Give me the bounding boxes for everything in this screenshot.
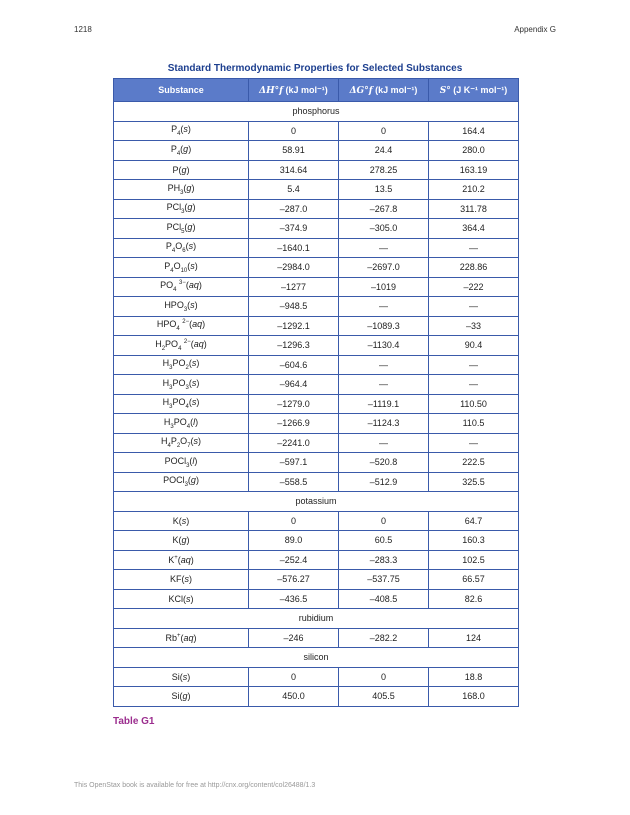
entropy-cell: 64.7 <box>429 511 519 531</box>
entropy-cell: 124 <box>429 628 519 648</box>
enthalpy-cell: –558.5 <box>249 472 339 492</box>
entropy-cell: 102.5 <box>429 550 519 570</box>
gibbs-cell: –2697.0 <box>339 258 429 278</box>
entropy-cell: 168.0 <box>429 687 519 707</box>
entropy-cell: — <box>429 355 519 375</box>
entropy-cell: 160.3 <box>429 531 519 551</box>
table-row <box>114 570 519 590</box>
substance-cell: K(g) <box>114 531 249 551</box>
substance-cell: Si(s) <box>114 667 249 687</box>
substance-cell: K(s) <box>114 511 249 531</box>
table-header-row <box>114 79 519 102</box>
gibbs-cell: –1119.1 <box>339 394 429 414</box>
entropy-cell: 66.57 <box>429 570 519 590</box>
table-row <box>114 316 519 336</box>
gibbs-cell: –1089.3 <box>339 316 429 336</box>
table-row <box>114 589 519 609</box>
substance-cell: $PO_4$ $^{3-}$(aq) <box>114 277 249 297</box>
substance-cell: $H_3PO_2(s)$ <box>114 355 249 375</box>
substance-cell: KCl(s) <box>114 589 249 609</box>
gibbs-cell: 0 <box>339 511 429 531</box>
entropy-cell: 210.2 <box>429 180 519 200</box>
substance-cell: K+(aq) <box>114 550 249 570</box>
enthalpy-cell: –576.27 <box>249 570 339 590</box>
col-enthalpy <box>249 79 339 102</box>
substance-cell: $P_4(g)$ <box>114 141 249 161</box>
substance-cell: $H_3PO_4(l)$ <box>114 414 249 434</box>
substance-cell: $H_2PO_4$ $^{2-}$(aq) <box>114 336 249 356</box>
entropy-cell: — <box>429 238 519 258</box>
table-row <box>114 375 519 395</box>
gibbs-cell: 60.5 <box>339 531 429 551</box>
table-row <box>114 258 519 278</box>
table-body <box>114 102 519 707</box>
page-number: 1218 <box>74 25 92 34</box>
entropy-cell: 325.5 <box>429 472 519 492</box>
gibbs-cell: –537.75 <box>339 570 429 590</box>
table-row <box>114 394 519 414</box>
section-label: phosphorus <box>114 102 519 122</box>
enthalpy-cell: –246 <box>249 628 339 648</box>
enthalpy-cell: –604.6 <box>249 355 339 375</box>
entropy-unit: (J K⁻¹ mol⁻¹) <box>453 84 508 95</box>
table-row <box>114 472 519 492</box>
gibbs-cell: — <box>339 238 429 258</box>
gibbs-cell: — <box>339 355 429 375</box>
table-row <box>114 238 519 258</box>
thermodynamic-table <box>113 78 519 707</box>
substance-cell: POCl$_3$(g) <box>114 472 249 492</box>
entropy-cell: 228.86 <box>429 258 519 278</box>
gibbs-cell: — <box>339 375 429 395</box>
table-row <box>114 199 519 219</box>
enthalpy-cell: 450.0 <box>249 687 339 707</box>
substance-cell: Rb+(aq) <box>114 628 249 648</box>
enthalpy-cell: –252.4 <box>249 550 339 570</box>
table-row <box>114 160 519 180</box>
col-substance: Substance <box>114 79 249 102</box>
entropy-cell: 110.50 <box>429 394 519 414</box>
enthalpy-cell: –2241.0 <box>249 433 339 453</box>
gibbs-unit: (kJ mol⁻¹) <box>375 84 418 95</box>
enthalpy-cell: 89.0 <box>249 531 339 551</box>
table-row <box>114 550 519 570</box>
enthalpy-cell: –1640.1 <box>249 238 339 258</box>
substance-cell: P(g) <box>114 160 249 180</box>
enthalpy-cell: 314.64 <box>249 160 339 180</box>
table-row <box>114 531 519 551</box>
enthalpy-cell: –287.0 <box>249 199 339 219</box>
entropy-cell: — <box>429 375 519 395</box>
gibbs-cell: 278.25 <box>339 160 429 180</box>
enthalpy-cell: 0 <box>249 121 339 141</box>
table-row <box>114 297 519 317</box>
substance-cell: $H_3PO_4(s)$ <box>114 394 249 414</box>
gibbs-cell: –1130.4 <box>339 336 429 356</box>
table-row <box>114 219 519 239</box>
entropy-cell: –222 <box>429 277 519 297</box>
gibbs-cell: — <box>339 297 429 317</box>
enthalpy-cell: –964.4 <box>249 375 339 395</box>
enthalpy-cell: –1279.0 <box>249 394 339 414</box>
table-row <box>114 336 519 356</box>
page-footer: This OpenStax book is available for free at http://cnx.org/content/col26488/1.3 <box>74 782 316 789</box>
section-label: potassium <box>114 492 519 512</box>
table-caption: Table G1 <box>113 716 155 727</box>
table-row <box>114 453 519 473</box>
enthalpy-cell: –1292.1 <box>249 316 339 336</box>
table-row <box>114 121 519 141</box>
section-label: silicon <box>114 648 519 668</box>
gibbs-cell: –1124.3 <box>339 414 429 434</box>
gibbs-cell: 0 <box>339 121 429 141</box>
entropy-cell: 164.4 <box>429 121 519 141</box>
enthalpy-cell: –2984.0 <box>249 258 339 278</box>
enthalpy-unit: (kJ mol⁻¹) <box>285 84 328 95</box>
entropy-cell: 18.8 <box>429 667 519 687</box>
entropy-cell: 163.19 <box>429 160 519 180</box>
entropy-cell: 364.4 <box>429 219 519 239</box>
entropy-cell: 82.6 <box>429 589 519 609</box>
section-row <box>114 648 519 668</box>
gibbs-cell: –1019 <box>339 277 429 297</box>
gibbs-cell: 13.5 <box>339 180 429 200</box>
substance-cell: $HPO_3(s)$ <box>114 297 249 317</box>
substance-cell: POCl$_3$(l) <box>114 453 249 473</box>
entropy-cell: 280.0 <box>429 141 519 161</box>
gibbs-cell: –408.5 <box>339 589 429 609</box>
table-row <box>114 687 519 707</box>
substance-cell: KF(s) <box>114 570 249 590</box>
table-row <box>114 277 519 297</box>
gibbs-cell: –267.8 <box>339 199 429 219</box>
substance-cell: PCl$_5$(g) <box>114 219 249 239</box>
substance-cell: $H_3PO_3(s)$ <box>114 375 249 395</box>
substance-cell: $P_4O_{10}(s)$ <box>114 258 249 278</box>
entropy-cell: — <box>429 297 519 317</box>
entropy-cell: 110.5 <box>429 414 519 434</box>
gibbs-cell: –283.3 <box>339 550 429 570</box>
entropy-cell: 90.4 <box>429 336 519 356</box>
substance-cell: $H_4P_2O_7(s)$ <box>114 433 249 453</box>
entropy-cell: –33 <box>429 316 519 336</box>
table-row <box>114 433 519 453</box>
enthalpy-cell: –597.1 <box>249 453 339 473</box>
enthalpy-symbol: ΔH°f <box>259 85 284 96</box>
section-label: rubidium <box>114 609 519 629</box>
table-title: Standard Thermodynamic Properties for Selected Substances <box>167 63 463 74</box>
substance-cell: $P_4(s)$ <box>114 121 249 141</box>
gibbs-cell: –512.9 <box>339 472 429 492</box>
gibbs-cell: –520.8 <box>339 453 429 473</box>
running-header: Appendix G <box>514 25 556 34</box>
gibbs-cell: 0 <box>339 667 429 687</box>
gibbs-cell: 24.4 <box>339 141 429 161</box>
col-entropy <box>429 79 519 102</box>
enthalpy-cell: –436.5 <box>249 589 339 609</box>
gibbs-cell: –305.0 <box>339 219 429 239</box>
gibbs-cell: 405.5 <box>339 687 429 707</box>
table-row <box>114 180 519 200</box>
enthalpy-cell: 0 <box>249 667 339 687</box>
table-row <box>114 414 519 434</box>
substance-cell: Si(g) <box>114 687 249 707</box>
entropy-cell: 311.78 <box>429 199 519 219</box>
gibbs-cell: — <box>339 433 429 453</box>
enthalpy-cell: 0 <box>249 511 339 531</box>
enthalpy-cell: –1266.9 <box>249 414 339 434</box>
section-row <box>114 609 519 629</box>
enthalpy-cell: 5.4 <box>249 180 339 200</box>
substance-cell: $PH_3(g)$ <box>114 180 249 200</box>
substance-cell: PCl$_3$(g) <box>114 199 249 219</box>
table-row <box>114 511 519 531</box>
section-row <box>114 492 519 512</box>
table-row <box>114 355 519 375</box>
table-row <box>114 667 519 687</box>
entropy-cell: 222.5 <box>429 453 519 473</box>
enthalpy-cell: 58.91 <box>249 141 339 161</box>
col-gibbs <box>339 79 429 102</box>
enthalpy-cell: –948.5 <box>249 297 339 317</box>
section-row <box>114 102 519 122</box>
substance-cell: $P_4O_6(s)$ <box>114 238 249 258</box>
substance-cell: $HPO_4$ $^{2-}$(aq) <box>114 316 249 336</box>
entropy-cell: — <box>429 433 519 453</box>
enthalpy-cell: –1296.3 <box>249 336 339 356</box>
enthalpy-cell: –374.9 <box>249 219 339 239</box>
entropy-symbol: S° <box>439 85 451 96</box>
enthalpy-cell: –1277 <box>249 277 339 297</box>
gibbs-cell: –282.2 <box>339 628 429 648</box>
table-row <box>114 628 519 648</box>
table-row <box>114 141 519 161</box>
gibbs-symbol: ΔG°f <box>349 85 373 96</box>
